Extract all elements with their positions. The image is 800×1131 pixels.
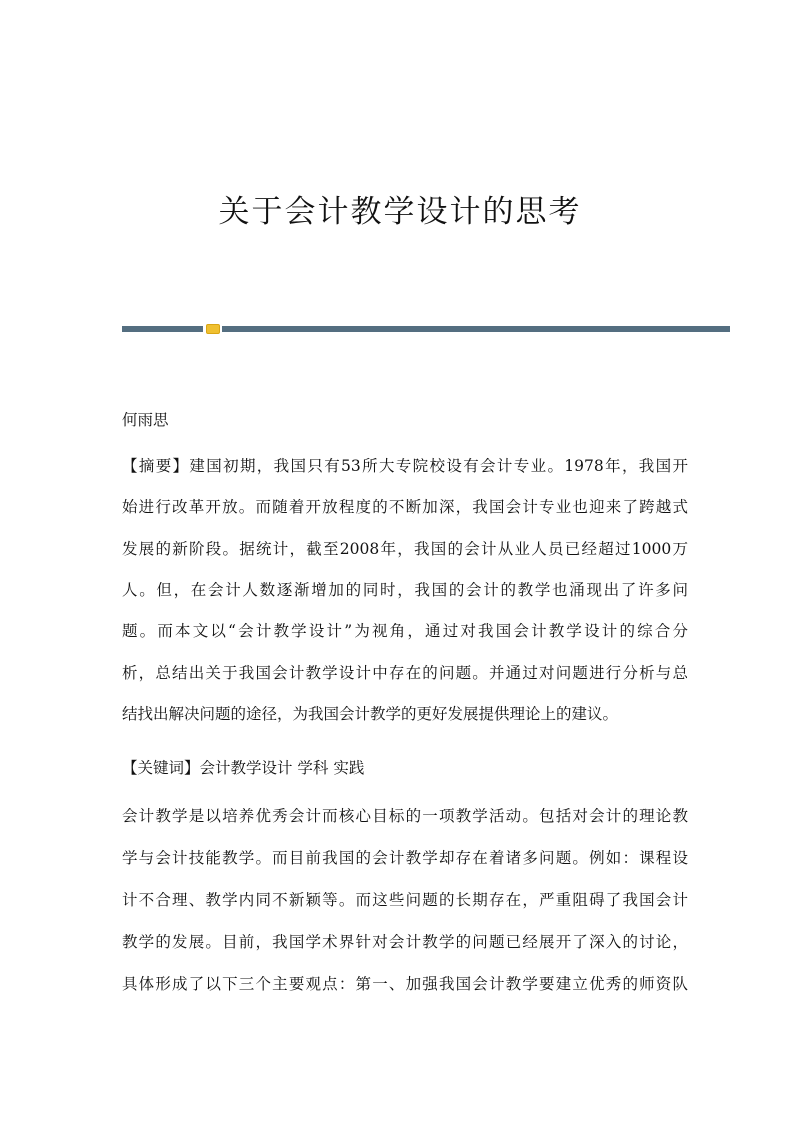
title-rule-right — [222, 326, 730, 332]
text-line: 析，总结出关于我国会计教学设计中存在的问题。并通过对问题进行分析与总 — [122, 663, 688, 682]
text-line: 【摘要】建国初期，我国只有53所大专院校设有会计专业。1978年，我国开 — [122, 457, 688, 475]
text-line: 结找出解决问题的途径，为我国会计教学的更好发展提供理论上的建议。 — [122, 704, 619, 723]
ornament-icon — [206, 324, 220, 334]
title-rule-left — [122, 326, 203, 332]
text-line: 发展的新阶段。据统计，截至2008年，我国的会计从业人员已经超过1000万 — [122, 539, 688, 558]
text-line: 计不合理、教学内同不新颖等。而这些问题的长期存在，严重阻碍了我国会计 — [122, 891, 688, 909]
text-line: 题。而本文以“会计教学设计”为视角，通过对我国会计教学设计的综合分 — [122, 622, 688, 641]
text-line: 具体形成了以下三个主要观点：第一、加强我国会计教学要建立优秀的师资队 — [122, 975, 688, 993]
author: 何雨思 — [122, 411, 169, 429]
text-line: 教学的发展。目前，我国学术界针对会计教学的问题已经展开了深入的讨论， — [122, 933, 688, 951]
text-line: 始进行改革开放。而随着开放程度的不断加深，我国会计专业也迎来了跨越式 — [122, 498, 688, 517]
text-line: 人。但，在会计人数逐渐增加的同时，我国的会计的教学也涌现出了许多问 — [122, 580, 688, 599]
text-line: 学与会计技能教学。而目前我国的会计教学却存在着诸多问题。例如：课程设 — [122, 849, 688, 867]
text-line: 会计教学是以培养优秀会计而核心目标的一项教学活动。包括对会计的理论教 — [122, 807, 688, 825]
keywords: 【关键词】会计教学设计 学科 实践 — [122, 759, 365, 777]
document-title: 关于会计教学设计的思考 — [218, 194, 582, 230]
